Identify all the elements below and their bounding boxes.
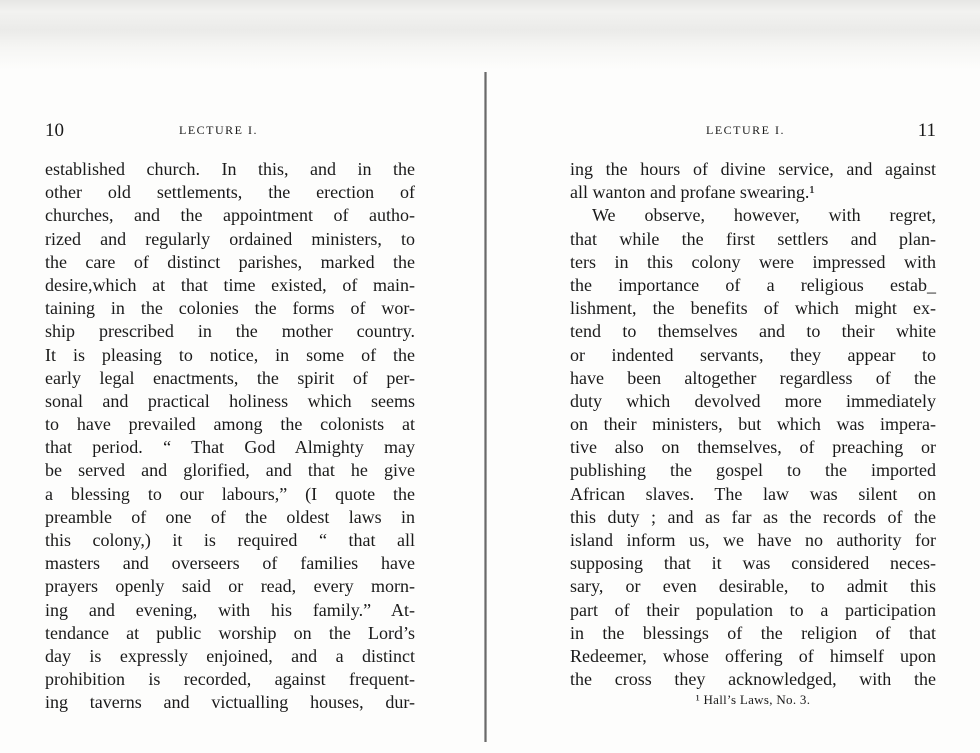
left-page-number: 10 [45, 120, 64, 141]
right-page-text [570, 158, 936, 691]
text-line: prohibition is recorded, against frequent- [45, 669, 415, 690]
text-line: preamble of one of the oldest laws in [45, 506, 415, 527]
text-line: have been altogether regardless of the [570, 367, 936, 388]
text-line: the care of distinct parishes, marked the [45, 251, 415, 272]
text-line: supposing that it was considered neces- [570, 553, 936, 574]
text-line: island inform us, we have no authority for [570, 530, 936, 550]
text-line: day is expressly enjoined, and a distinct [45, 645, 415, 666]
text-line: the importance of a religious estab_ [570, 274, 936, 295]
text-line: publishing the gospel to the imported [570, 460, 936, 481]
text-line: lishment, the benefits of which might ex- [570, 298, 936, 319]
text-line: rized and regularly ordained ministers, to [45, 228, 415, 249]
text-line: churches, and the appointment of autho- [45, 205, 415, 226]
footnote: ¹ Hall’s Laws, No. 3. [695, 692, 811, 707]
text-line: desire,which at that time existed, of main- [45, 274, 415, 295]
text-line: sonal and practical holiness which seems [45, 390, 415, 411]
right-running-head: LECTURE I. [706, 123, 785, 137]
right-page-number: 11 [917, 120, 936, 141]
paragraph-start-line: We observe, however, with regret, [592, 205, 936, 226]
text-line: other old settlements, the erection of [45, 182, 415, 203]
text-line: this colony,) it is required “ that all [45, 530, 415, 550]
text-line: It is pleasing to notice, in some of the [45, 344, 415, 365]
text-line: duty which devolved more immediately [570, 390, 936, 411]
book-gutter [484, 72, 487, 742]
text-line: on their ministers, but which was impera- [570, 414, 936, 435]
text-line: ing the hours of divine service, and against [570, 159, 936, 179]
text-line: established church. In this, and in the [45, 159, 415, 179]
text-line: or indented servants, they appear to [570, 344, 936, 365]
left-page-header [45, 120, 415, 142]
text-line: tend to themselves and to their white [570, 321, 936, 342]
text-line: tive also on themselves, of preaching or [570, 437, 936, 458]
text-line: sary, or even desirable, to admit this [570, 576, 936, 597]
text-line: ters in this colony were impressed with [570, 251, 936, 272]
left-page-text [45, 158, 415, 715]
text-line: be served and glorified, and that he give [45, 460, 415, 481]
text-line: that while the first settlers and plan- [570, 228, 936, 249]
text-line: African slaves. The law was silent on [570, 483, 936, 504]
text-line: a blessing to our labours,” (I quote the [45, 483, 415, 504]
left-running-head: LECTURE I. [179, 123, 258, 137]
text-line: ship prescribed in the mother country. [45, 321, 415, 342]
text-line: ing and evening, with his family.” At- [45, 599, 415, 620]
text-line: this duty ; and as far as the records of the [570, 506, 936, 527]
text-line: the cross they acknowledged, with the [570, 669, 936, 690]
text-line: masters and overseers of families have [45, 553, 415, 574]
text-line: part of their population to a participation [570, 599, 936, 620]
text-line: prayers openly said or read, every morn- [45, 576, 415, 597]
text-line: that period. “ That God Almighty may [45, 437, 415, 458]
text-line: taining in the colonies the forms of wor- [45, 298, 415, 319]
right-page-header [570, 120, 936, 142]
text-line: Redeemer, whose offering of himself upon [570, 645, 936, 666]
text-line: all wanton and profane swearing.¹ [570, 182, 815, 203]
text-line: early legal enactments, the spirit of per- [45, 367, 415, 388]
text-line: to have prevailed among the colonists at [45, 414, 415, 435]
text-line: tendance at public worship on the Lord’s [45, 622, 415, 643]
text-line: ing taverns and victualling houses, dur- [45, 692, 415, 713]
text-line: in the blessings of the religion of that [570, 622, 936, 643]
scan-shadow-band [0, 0, 980, 70]
